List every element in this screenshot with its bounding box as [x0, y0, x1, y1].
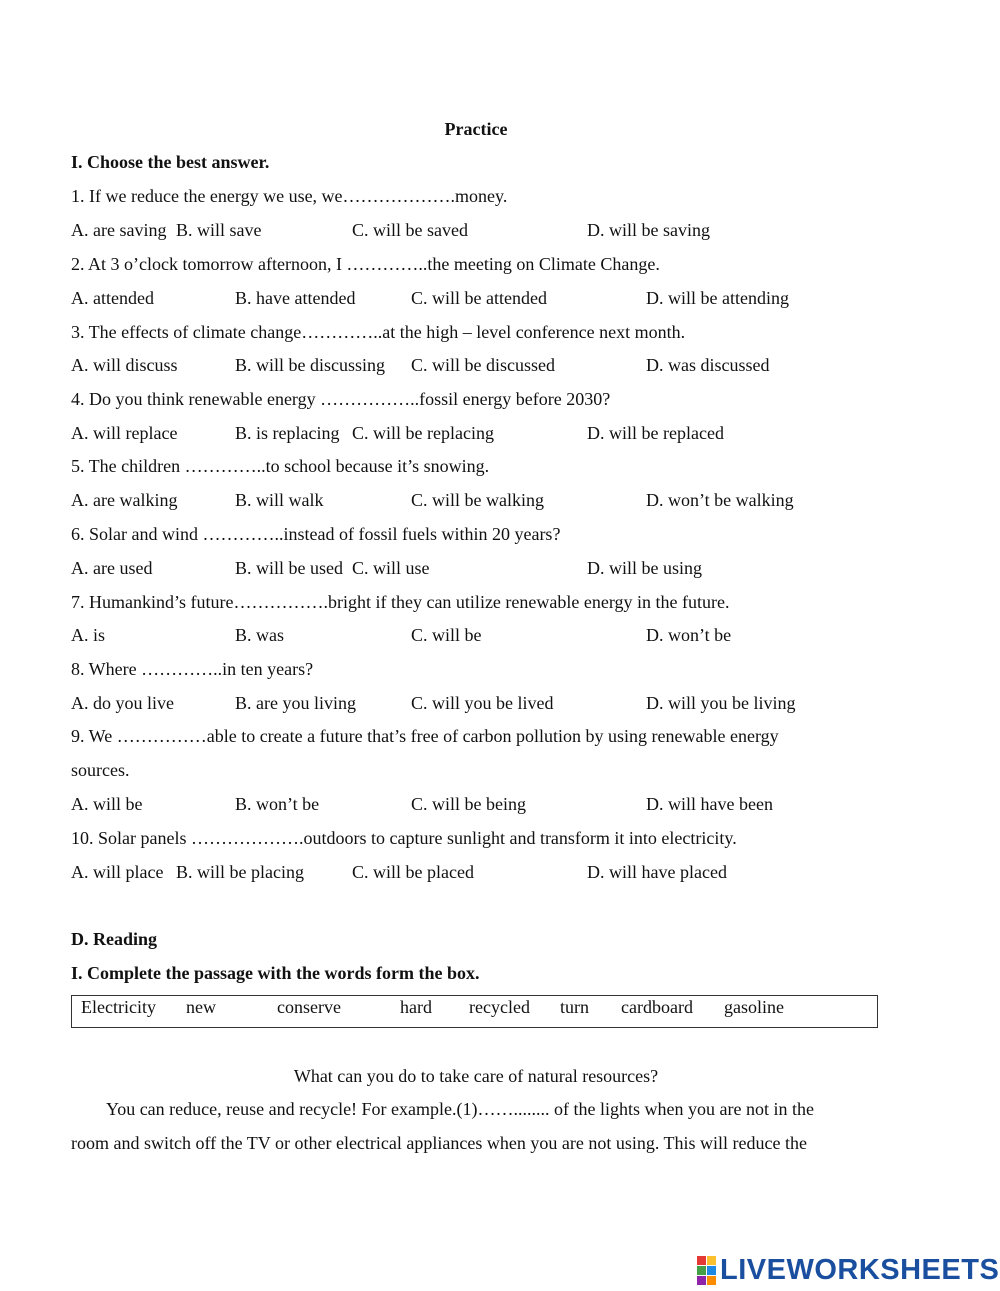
q7-option-d[interactable]: D. won’t be: [646, 625, 732, 645]
question-10: 10. Solar panels ……………….outdoors to capture sunlight and transform it into electricity.: [71, 828, 737, 848]
q9-option-b[interactable]: B. won’t be: [235, 794, 320, 814]
q1-option-a[interactable]: A. are saving: [71, 220, 167, 240]
question-8: 8. Where …………..in ten years?: [71, 659, 314, 679]
question-5: 5. The children …………..to school because it’s snowing.: [71, 456, 490, 476]
passage-title: What can you do to take care of natural resources?: [293, 1066, 659, 1086]
q2-option-c[interactable]: C. will be attended: [411, 288, 547, 308]
q6-option-a[interactable]: A. are used: [71, 558, 153, 578]
q3-option-b[interactable]: B. will be discussing: [235, 355, 386, 375]
word-box-item: gasoline: [724, 997, 784, 1017]
q6-option-b[interactable]: B. will be used: [235, 558, 343, 578]
q8-option-c[interactable]: C. will you be lived: [411, 693, 554, 713]
word-box-item: hard: [400, 997, 432, 1017]
logo-mark-icon: [697, 1256, 716, 1285]
reading-heading: D. Reading: [71, 929, 158, 949]
q8-option-a[interactable]: A. do you live: [71, 693, 174, 713]
question-6: 6. Solar and wind …………..instead of fossil fuels within 20 years?: [71, 524, 561, 544]
q5-option-d[interactable]: D. won’t be walking: [646, 490, 794, 510]
word-box-item: Electricity: [81, 997, 156, 1017]
question-7: 7. Humankind’s future…………….bright if they can utilize renewable energy in the future.: [71, 592, 730, 612]
passage-line-2: room and switch off the TV or other electrical appliances when you are not using. This will reduce the: [71, 1133, 807, 1153]
q6-option-d[interactable]: D. will be using: [587, 558, 702, 578]
q1-option-d[interactable]: D. will be saving: [587, 220, 710, 240]
question-4: 4. Do you think renewable energy ……………..fossil energy before 2030?: [71, 389, 611, 409]
q8-option-d[interactable]: D. will you be living: [646, 693, 796, 713]
q6-option-c[interactable]: C. will use: [352, 558, 430, 578]
question-9-continued: sources.: [71, 760, 130, 780]
question-2: 2. At 3 o’clock tomorrow afternoon, I …………..the meeting on Climate Change.: [71, 254, 660, 274]
section-heading-choose: I. Choose the best answer.: [71, 152, 270, 172]
question-9: 9. We ……………able to create a future that’s free of carbon pollution by using renewable energy: [71, 726, 779, 746]
word-box-item: new: [186, 997, 216, 1017]
word-box-item: conserve: [277, 997, 341, 1017]
q4-option-d[interactable]: D. will be replaced: [587, 423, 724, 443]
word-box-item: recycled: [469, 997, 530, 1017]
q1-option-c[interactable]: C. will be saved: [352, 220, 468, 240]
q10-option-a[interactable]: A. will place: [71, 862, 164, 882]
q3-option-c[interactable]: C. will be discussed: [411, 355, 555, 375]
page-title: Practice: [444, 119, 508, 139]
q9-option-d[interactable]: D. will have been: [646, 794, 773, 814]
q3-option-d[interactable]: D. was discussed: [646, 355, 770, 375]
q5-option-b[interactable]: B. will walk: [235, 490, 324, 510]
q9-option-a[interactable]: A. will be: [71, 794, 143, 814]
word-box: [71, 995, 878, 1028]
q10-option-c[interactable]: C. will be placed: [352, 862, 474, 882]
logo-text: LIVEWORKSHEETS: [720, 1253, 1000, 1286]
q10-option-d[interactable]: D. will have placed: [587, 862, 727, 882]
q7-option-a[interactable]: A. is: [71, 625, 106, 645]
q2-option-b[interactable]: B. have attended: [235, 288, 356, 308]
question-1: 1. If we reduce the energy we use, we……………….money.: [71, 186, 508, 206]
q1-option-b[interactable]: B. will save: [176, 220, 262, 240]
q7-option-b[interactable]: B. was: [235, 625, 284, 645]
q2-option-a[interactable]: A. attended: [71, 288, 154, 308]
passage-line-1: You can reduce, reuse and recycle! For example.(1)……........ of the lights when you are not in the: [106, 1099, 814, 1119]
q4-option-c[interactable]: C. will be replacing: [352, 423, 494, 443]
q10-option-b[interactable]: B. will be placing: [176, 862, 304, 882]
q8-option-b[interactable]: B. are you living: [235, 693, 356, 713]
liveworksheets-logo: [697, 1254, 999, 1286]
question-3: 3. The effects of climate change…………..at the high – level conference next month.: [71, 322, 686, 342]
q5-option-c[interactable]: C. will be walking: [411, 490, 544, 510]
q4-option-b[interactable]: B. is replacing: [235, 423, 340, 443]
q5-option-a[interactable]: A. are walking: [71, 490, 178, 510]
q7-option-c[interactable]: C. will be: [411, 625, 482, 645]
word-box-item: cardboard: [621, 997, 693, 1017]
q2-option-d[interactable]: D. will be attending: [646, 288, 789, 308]
q3-option-a[interactable]: A. will discuss: [71, 355, 178, 375]
word-box-item: turn: [560, 997, 589, 1017]
q4-option-a[interactable]: A. will replace: [71, 423, 178, 443]
section-heading-complete: I. Complete the passage with the words form the box.: [71, 963, 480, 983]
q9-option-c[interactable]: C. will be being: [411, 794, 526, 814]
